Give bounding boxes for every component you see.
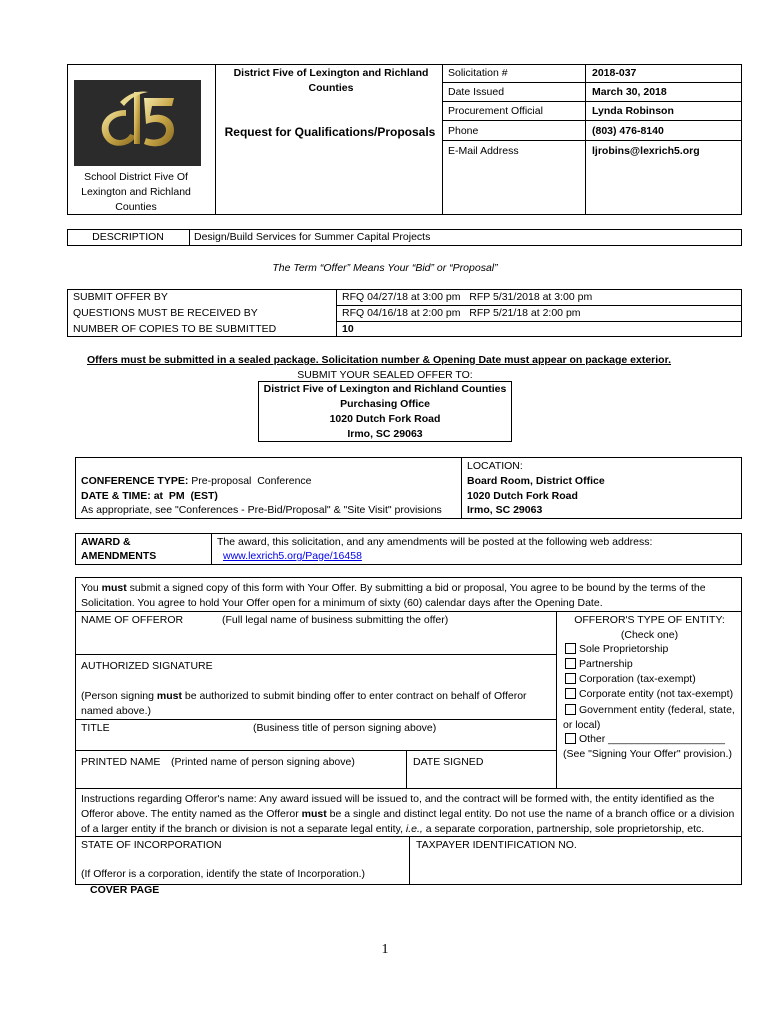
instructions-post: a separate corporation, partnership, sole proprietorship, etc. bbox=[422, 823, 705, 835]
offeror-intro bbox=[81, 581, 737, 611]
date-signed-label: DATE SIGNED bbox=[413, 756, 484, 768]
entity-option-sole-proprietorship[interactable] bbox=[565, 643, 668, 655]
checkbox[interactable] bbox=[565, 733, 576, 744]
conference-type bbox=[81, 475, 312, 487]
location-line2: 1020 Dutch Fork Road bbox=[467, 490, 578, 502]
authorized-signature-label: AUTHORIZED SIGNATURE bbox=[81, 660, 213, 672]
entity-title: OFFEROR'S TYPE OF ENTITY: bbox=[574, 614, 725, 626]
checkbox[interactable] bbox=[565, 658, 576, 669]
questions-label: QUESTIONS MUST BE RECEIVED BY bbox=[73, 307, 258, 319]
location-line3: Irmo, SC 29063 bbox=[467, 504, 543, 516]
state-of-incorporation-note: (If Offeror is a corporation, identify the state of Incorporation.) bbox=[81, 868, 366, 880]
info-value-email: ljrobins@lexrich5.org bbox=[592, 145, 700, 157]
award-label2: AMENDMENTS bbox=[81, 550, 157, 562]
award-text: The award, this solicitation, and any amendments will be posted at the following web address: bbox=[217, 536, 653, 548]
entity-option-other[interactable] bbox=[565, 733, 725, 745]
sig-note-pre: (Person signing bbox=[81, 690, 157, 702]
state-of-incorporation-label: STATE OF INCORPORATION bbox=[81, 839, 222, 851]
info-label-date-issued: Date Issued bbox=[448, 86, 505, 98]
intro-post: submit a signed copy of this form with Your Offer. By submitting a bid or proposal, You agree to be bound by the terms of the Solicitation. You agree to hold Your Offer open for a minimum of sixty (60) calendar days after the Opening Date. bbox=[81, 582, 706, 609]
location-line1: Board Room, District Office bbox=[467, 475, 605, 487]
info-label-phone: Phone bbox=[448, 125, 479, 137]
entity-option-label: Sole Proprietorship bbox=[579, 643, 669, 655]
name-of-offeror-label: NAME OF OFFEROR bbox=[81, 614, 184, 626]
address-line2: Purchasing Office bbox=[340, 398, 430, 410]
instructions-must: must bbox=[301, 808, 327, 820]
document-title: Request for Qualifications/Proposals bbox=[224, 125, 436, 139]
copies-label: NUMBER OF COPIES TO BE SUBMITTED bbox=[73, 323, 277, 335]
address-line3: 1020 Dutch Fork Road bbox=[329, 413, 441, 425]
instructions-mid: be a single and distinct legal entity. Do not use the name of a branch office or a division of a larger entity if the branch or division is not a separate legal entity, bbox=[81, 808, 735, 835]
page-number: 1 bbox=[381, 942, 389, 957]
taxpayer-id-label: TAXPAYER IDENTIFICATION NO. bbox=[416, 839, 577, 851]
info-value-phone: (803) 476-8140 bbox=[592, 125, 664, 137]
description-label: DESCRIPTION bbox=[92, 231, 164, 243]
entity-check-note: (Check one) bbox=[620, 629, 679, 641]
entity-option-partnership[interactable] bbox=[565, 658, 633, 670]
logo-caption: School District Five Of Lexington and Richland Counties bbox=[81, 171, 191, 213]
date-signed-field[interactable] bbox=[407, 770, 555, 787]
entity-option-corporate-entity[interactable] bbox=[565, 688, 733, 700]
entity-option-government-entity[interactable] bbox=[563, 703, 739, 733]
submit-to-label: SUBMIT YOUR SEALED OFFER TO: bbox=[297, 369, 473, 381]
address-line4: Irmo, SC 29063 bbox=[347, 428, 423, 440]
info-value-date-issued: March 30, 2018 bbox=[592, 86, 667, 98]
entity-option-corporation-tax-exempt[interactable] bbox=[565, 673, 696, 685]
sealed-notice: Offers must be submitted in a sealed package. Solicitation number & Opening Date must appear on package exterior. bbox=[86, 354, 672, 366]
info-label-procurement-official: Procurement Official bbox=[448, 105, 543, 117]
instructions-text bbox=[81, 792, 739, 837]
entity-option-label: Other ____________________ bbox=[579, 733, 725, 745]
conference-datetime: DATE & TIME: at PM (EST) bbox=[81, 490, 218, 502]
questions-value: RFQ 04/16/18 at 2:00 pm RFP 5/21/18 at 2:00 pm bbox=[342, 307, 581, 319]
submit-offer-by-label: SUBMIT OFFER BY bbox=[73, 291, 168, 303]
term-note: The Term “Offer” Means Your “Bid” or “Proposal” bbox=[272, 262, 498, 274]
authorized-signature-field[interactable] bbox=[76, 674, 555, 686]
entity-option-label: Corporation (tax-exempt) bbox=[579, 673, 696, 685]
name-of-offeror-field[interactable] bbox=[76, 628, 555, 653]
conference-type-value: Pre-proposal Conference bbox=[191, 475, 312, 487]
info-label-solicitation: Solicitation # bbox=[448, 67, 508, 79]
info-value-solicitation: 2018-037 bbox=[592, 67, 637, 79]
location-label: LOCATION: bbox=[467, 460, 523, 472]
taxpayer-id-field[interactable] bbox=[410, 853, 741, 884]
submit-offer-by-value: RFQ 04/27/18 at 3:00 pm RFP 5/31/2018 at 3:00 pm bbox=[342, 291, 593, 303]
info-label-email: E-Mail Address bbox=[448, 145, 519, 157]
checkbox[interactable] bbox=[565, 643, 576, 654]
intro-must: must bbox=[101, 582, 127, 594]
conference-note: As appropriate, see "Conferences - Pre-Bid/Proposal" & "Site Visit" provisions bbox=[81, 504, 442, 516]
checkbox[interactable] bbox=[565, 704, 576, 715]
signature-note bbox=[81, 689, 551, 719]
award-url-link[interactable]: www.lexrich5.org/Page/16458 bbox=[223, 550, 362, 562]
title-field[interactable] bbox=[76, 736, 555, 749]
conference-type-label: CONFERENCE TYPE: bbox=[81, 475, 189, 487]
title-hint: (Business title of person signing above) bbox=[253, 722, 437, 734]
instructions-pre: Instructions regarding Offeror's name: Any award issued will be issued to, and the contract will be formed with, the entity identified as the Offeror above. The entity named as the Offeror bbox=[81, 793, 715, 820]
district-five-logo-icon bbox=[74, 80, 201, 166]
title-label: TITLE bbox=[81, 722, 110, 734]
copies-value: 10 bbox=[342, 323, 354, 335]
district-title: District Five of Lexington and Richland Counties bbox=[233, 67, 429, 94]
district-logo bbox=[74, 80, 201, 166]
cover-page-label: COVER PAGE bbox=[90, 884, 160, 896]
checkbox[interactable] bbox=[565, 673, 576, 684]
entity-note: (See "Signing Your Offer" provision.) bbox=[563, 748, 732, 760]
entity-option-label: Corporate entity (not tax-exempt) bbox=[579, 688, 734, 700]
printed-name-field[interactable] bbox=[76, 770, 405, 787]
name-of-offeror-hint: (Full legal name of business submitting the offer) bbox=[222, 614, 449, 626]
info-value-procurement-official: Lynda Robinson bbox=[592, 105, 674, 117]
sig-note-post: be authorized to submit binding offer to enter contract on behalf of Offeror named above.) bbox=[81, 690, 527, 717]
instructions-ie: i.e., bbox=[405, 823, 423, 835]
intro-pre: You bbox=[81, 582, 102, 594]
description-value: Design/Build Services for Summer Capital Projects bbox=[194, 231, 431, 243]
sig-note-must: must bbox=[156, 690, 182, 702]
award-label1: AWARD & bbox=[81, 536, 131, 548]
entity-option-label: Government entity (federal, state, or local) bbox=[563, 704, 735, 731]
printed-name-hint: (Printed name of person signing above) bbox=[171, 756, 355, 768]
address-line1: District Five of Lexington and Richland Counties bbox=[263, 383, 507, 395]
state-of-incorporation-field[interactable] bbox=[76, 853, 408, 865]
printed-name-label: PRINTED NAME bbox=[81, 756, 161, 768]
entity-option-label: Partnership bbox=[579, 658, 633, 670]
checkbox[interactable] bbox=[565, 688, 576, 699]
